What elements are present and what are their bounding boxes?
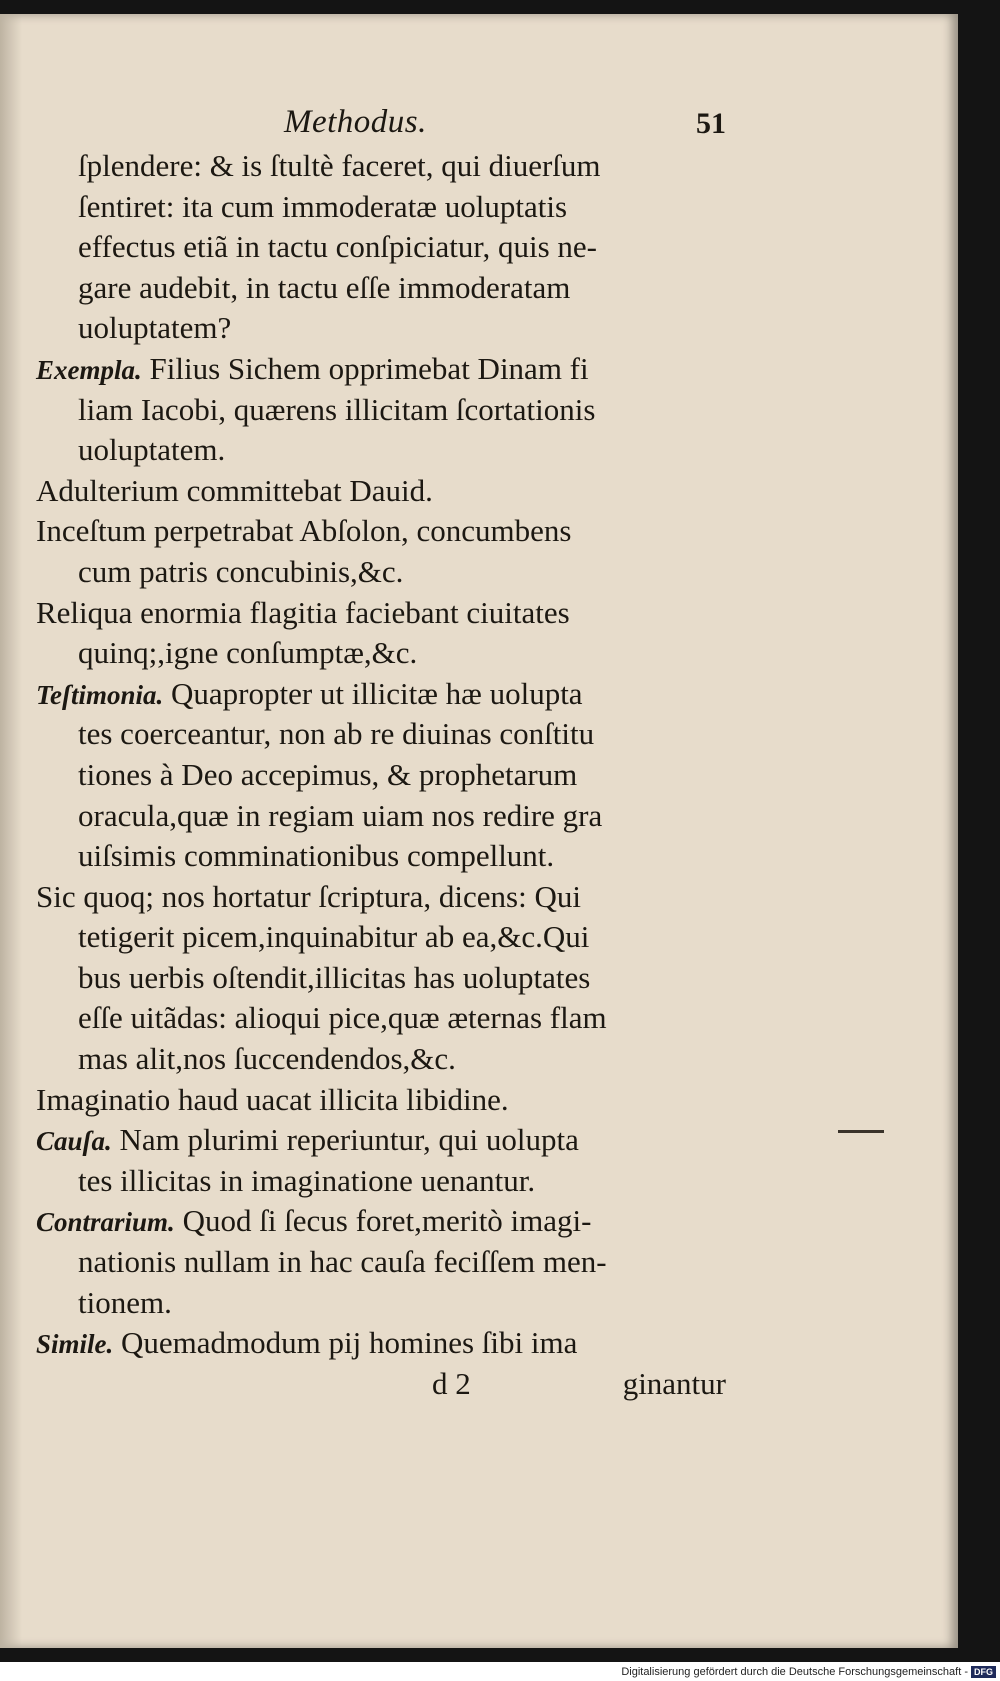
text-line <box>36 187 726 228</box>
page-text-block <box>36 102 726 1408</box>
line-text: quinq;,igne conſumptæ,&c. <box>78 635 418 671</box>
line-text: bus uerbis oſtendit,illicitas has uoluptates <box>78 959 591 995</box>
line-text: eſſe uitãdas: alioqui pice,quæ æternas flam <box>78 1000 607 1036</box>
text-line <box>36 1080 726 1121</box>
margin-label: Contrarium. <box>36 1207 175 1238</box>
line-text: Nam plurimi reperiuntur, qui uolupta <box>119 1122 579 1158</box>
dfg-logo: DFG <box>971 1666 996 1678</box>
text-line <box>36 796 726 837</box>
catchword: ginantur <box>622 1365 726 1401</box>
text-line <box>36 633 726 674</box>
page-number: 51 <box>696 107 726 140</box>
line-text: uoluptatem? <box>78 310 232 346</box>
line-text: tes coerceantur, non ab re diuinas conſtitu <box>78 716 595 752</box>
line-text: ſentiret: ita cum immoderatæ uoluptatis <box>78 188 568 224</box>
line-text: Reliqua enormia flagitia faciebant ciuitates <box>36 594 570 630</box>
text-line <box>36 471 726 512</box>
line-text: Sic quoq; nos hortatur ſcriptura, dicens: Qui <box>36 878 581 914</box>
book-page <box>0 14 958 1648</box>
line-text: Quemadmodum pij homines ſibi ima <box>121 1325 578 1361</box>
text-line <box>36 836 726 877</box>
line-text: effectus etiã in tactu conſpiciatur, quis ne- <box>78 229 597 265</box>
text-line <box>36 1242 726 1283</box>
margin-label: Cauſa. <box>36 1126 112 1157</box>
text-line <box>36 755 726 796</box>
line-text: tiones à Deo accepimus, & prophetarum <box>78 756 578 792</box>
margin-mark <box>838 1130 884 1133</box>
text-line <box>36 1323 726 1364</box>
text-line <box>36 430 726 471</box>
text-line <box>36 1201 726 1242</box>
text-line <box>36 674 726 715</box>
line-text: Filius Sichem opprimebat Dinam fi <box>149 350 589 386</box>
line-text: uiſsimis comminationibus compellunt. <box>78 838 555 874</box>
digitization-credit <box>621 1666 996 1678</box>
margin-label: Simile. <box>36 1329 114 1360</box>
text-line <box>36 1161 726 1202</box>
text-line <box>36 593 726 634</box>
line-text: nationis nullam in hac cauſa feciſſem men- <box>78 1244 607 1280</box>
line-text: Quapropter ut illicitæ hæ uolupta <box>171 675 583 711</box>
signature-mark: d 2 <box>432 1365 471 1401</box>
text-line <box>36 308 726 349</box>
running-head: Methodus. <box>284 104 427 140</box>
text-line <box>36 146 726 187</box>
body-text <box>36 146 726 1364</box>
line-text: Imaginatio haud uacat illicita libidine. <box>36 1081 509 1117</box>
line-text: mas alit,nos ſuccendendos,&c. <box>78 1041 456 1077</box>
text-line <box>36 552 726 593</box>
page-footer-line <box>36 1364 726 1408</box>
line-text: oracula,quæ in regiam uiam nos redire gra <box>78 797 603 833</box>
credit-text: Digitalisierung gefördert durch die Deutsche Forschungsgemeinschaft - <box>621 1666 968 1678</box>
line-text: tionem. <box>78 1284 172 1320</box>
line-text: cum patris concubinis,&c. <box>78 553 404 589</box>
line-text: tes illicitas in imaginatione uenantur. <box>78 1162 536 1198</box>
line-text: uoluptatem. <box>78 432 226 468</box>
line-text: Quod ſi ſecus foret,meritò imagi- <box>182 1203 592 1239</box>
line-text: liam Iacobi, quærens illicitam ſcortationis <box>78 391 596 427</box>
text-line <box>36 958 726 999</box>
line-text: Inceſtum perpetrabat Abſolon, concumbens <box>36 513 572 549</box>
line-text: ſplendere: & is ſtultè faceret, qui diuerſum <box>78 148 601 183</box>
line-text: tetigerit picem,inquinabitur ab ea,&c.Qui <box>78 919 590 955</box>
margin-label: Exempla. <box>36 354 142 385</box>
page-gutter-shadow <box>0 14 22 1648</box>
text-line <box>36 998 726 1039</box>
text-line <box>36 714 726 755</box>
text-line <box>36 1039 726 1080</box>
margin-label: Teſtimonia. <box>36 679 164 710</box>
text-line <box>36 1120 726 1161</box>
page-header <box>36 102 726 146</box>
text-line <box>36 877 726 918</box>
line-text: Adulterium committebat Dauid. <box>36 472 433 508</box>
text-line <box>36 349 726 390</box>
text-line <box>36 268 726 309</box>
text-line <box>36 1283 726 1324</box>
text-line <box>36 917 726 958</box>
text-line <box>36 227 726 268</box>
text-line <box>36 390 726 431</box>
line-text: gare audebit, in tactu eſſe immoderatam <box>78 269 571 305</box>
text-line <box>36 511 726 552</box>
